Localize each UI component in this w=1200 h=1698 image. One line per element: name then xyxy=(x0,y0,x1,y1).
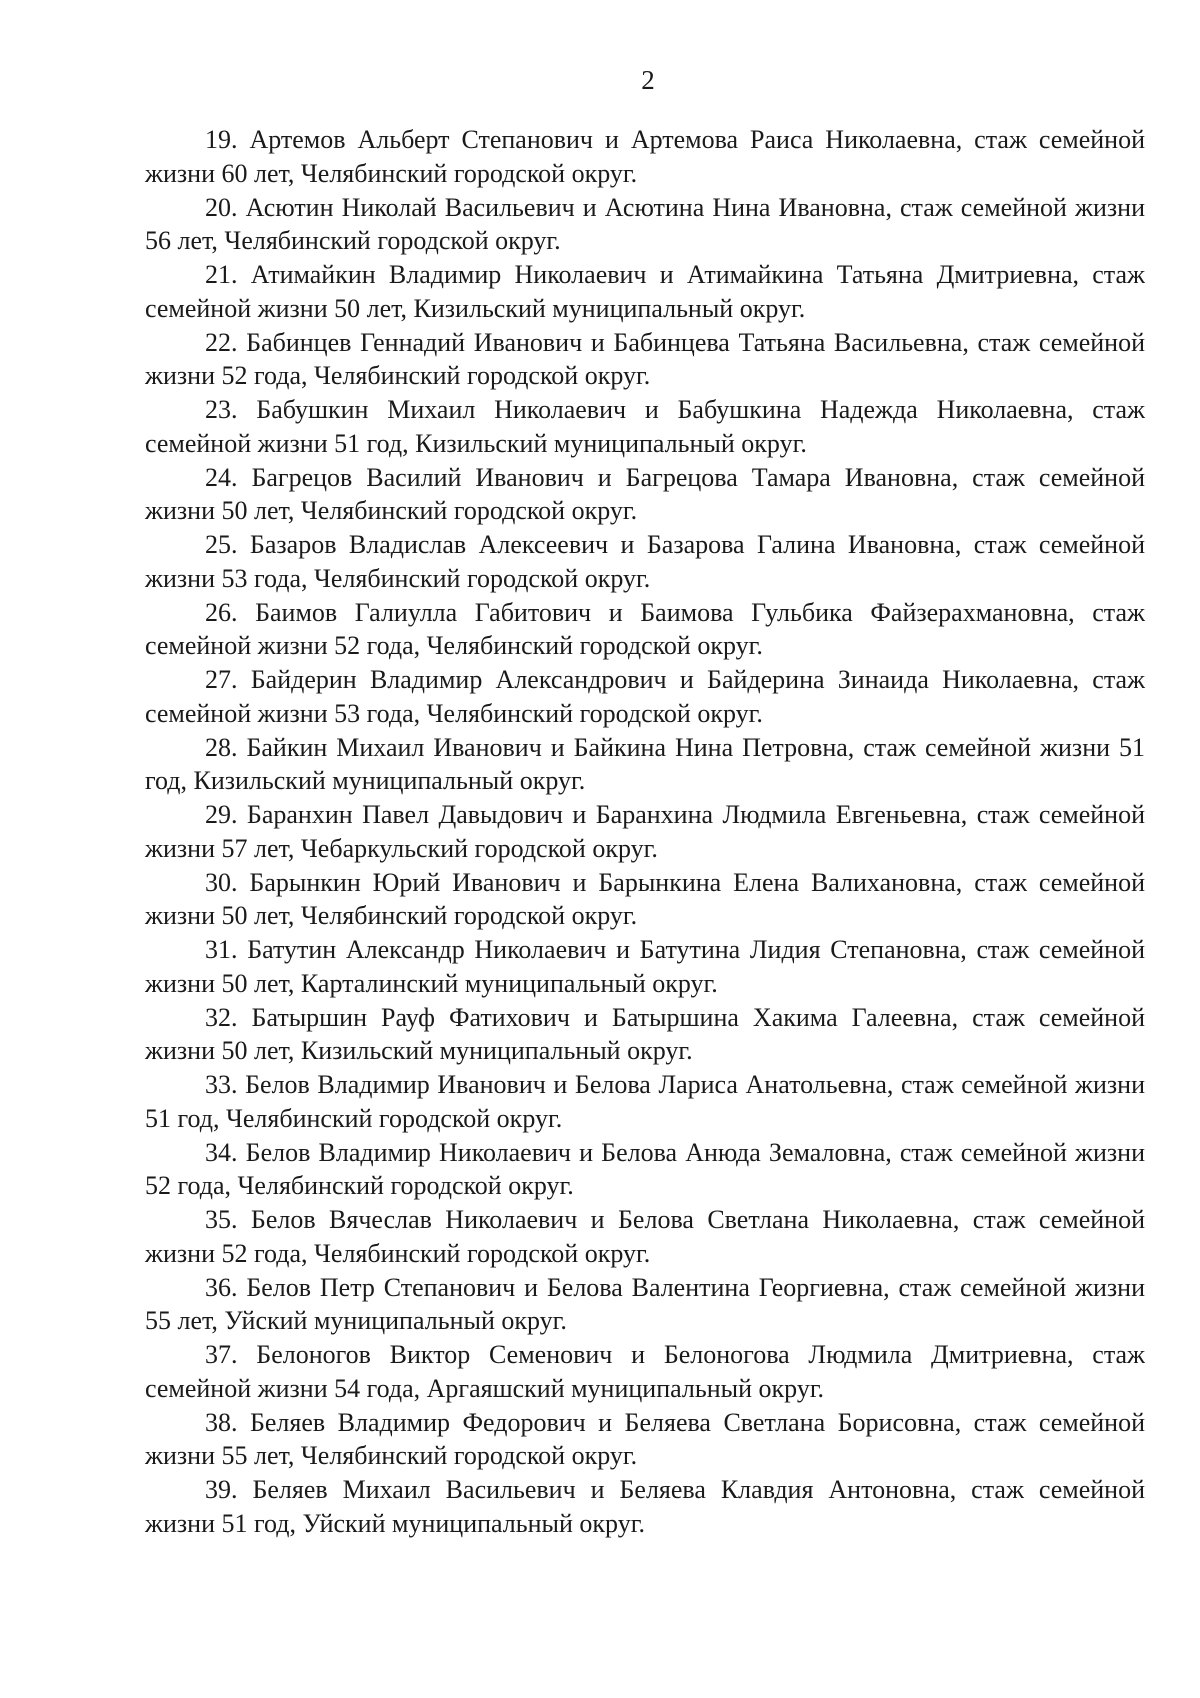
list-item: 21. Атимайкин Владимир Николаевич и Атимайкина Татьяна Дмитриевна, стаж семейной жизни 50 лет, Кизильский муниципальный округ. xyxy=(145,260,1145,323)
list-item: 33. Белов Владимир Иванович и Белова Лариса Анатольевна, стаж семейной жизни 51 год, Челябинский городской округ. xyxy=(145,1070,1145,1133)
list-item: 25. Базаров Владислав Алексеевич и Базарова Галина Ивановна, стаж семейной жизни 53 года, Челябинский городской округ. xyxy=(145,530,1145,593)
list-item: 31. Батутин Александр Николаевич и Батутина Лидия Степановна, стаж семейной жизни 50 лет, Карталинский муниципальный округ. xyxy=(145,935,1145,998)
list-item: 23. Бабушкин Михаил Николаевич и Бабушкина Надежда Николаевна, стаж семейной жизни 51 год, Кизильский муниципальный округ. xyxy=(145,395,1145,458)
list-item: 26. Баимов Галиулла Габитович и Баимова Гульбика Файзерахмановна, стаж семейной жизни 52 года, Челябинский городской округ. xyxy=(145,597,1145,660)
list-item: 20. Асютин Николай Васильевич и Асютина Нина Ивановна, стаж семейной жизни 56 лет, Челябинский городской округ. xyxy=(145,192,1145,255)
list-item: 22. Бабинцев Геннадий Иванович и Бабинцева Татьяна Васильевна, стаж семейной жизни 52 года, Челябинский городской округ. xyxy=(145,327,1145,390)
list-item: 30. Барынкин Юрий Иванович и Барынкина Елена Валихановна, стаж семейной жизни 50 лет, Челябинский городской округ. xyxy=(145,867,1145,930)
list-item: 36. Белов Петр Степанович и Белова Валентина Георгиевна, стаж семейной жизни 55 лет, Уйский муниципальный округ. xyxy=(145,1272,1145,1335)
list-item: 24. Багрецов Василий Иванович и Багрецова Тамара Ивановна, стаж семейной жизни 50 лет, Челябинский городской округ. xyxy=(145,462,1145,525)
list-item: 29. Баранхин Павел Давыдович и Баранхина Людмила Евгеньевна, стаж семейной жизни 57 лет, Чебаркульский городской округ. xyxy=(145,800,1145,863)
list-item: 37. Белоногов Виктор Семенович и Белоногова Людмила Дмитриевна, стаж семейной жизни 54 года, Аргаяшский муниципальный округ. xyxy=(145,1340,1145,1403)
list-item: 32. Батыршин Рауф Фатихович и Батыршина Хакима Галеевна, стаж семейной жизни 50 лет, Кизильский муниципальный округ. xyxy=(145,1002,1145,1065)
list-item: 27. Байдерин Владимир Александрович и Байдерина Зинаида Николаевна, стаж семейной жизни 53 года, Челябинский городской округ. xyxy=(145,665,1145,728)
list-item: 19. Артемов Альберт Степанович и Артемова Раиса Николаевна, стаж семейной жизни 60 лет, Челябинский городской округ. xyxy=(145,125,1145,188)
list-item: 35. Белов Вячеслав Николаевич и Белова Светлана Николаевна, стаж семейной жизни 52 года, Челябинский городской округ. xyxy=(145,1205,1145,1268)
list-item: 39. Беляев Михаил Васильевич и Беляева Клавдия Антоновна, стаж семейной жизни 51 год, Уйский муниципальный округ. xyxy=(145,1475,1145,1538)
list-item: 28. Байкин Михаил Иванович и Байкина Нина Петровна, стаж семейной жизни 51 год, Кизильский муниципальный округ. xyxy=(145,732,1145,795)
list-item: 38. Беляев Владимир Федорович и Беляева Светлана Борисовна, стаж семейной жизни 55 лет, Челябинский городской округ. xyxy=(145,1407,1145,1470)
list-item: 34. Белов Владимир Николаевич и Белова Анюда Земаловна, стаж семейной жизни 52 года, Челябинский городской округ. xyxy=(145,1137,1145,1200)
page-number: 2 xyxy=(641,65,655,95)
entry-list xyxy=(145,123,1145,1540)
